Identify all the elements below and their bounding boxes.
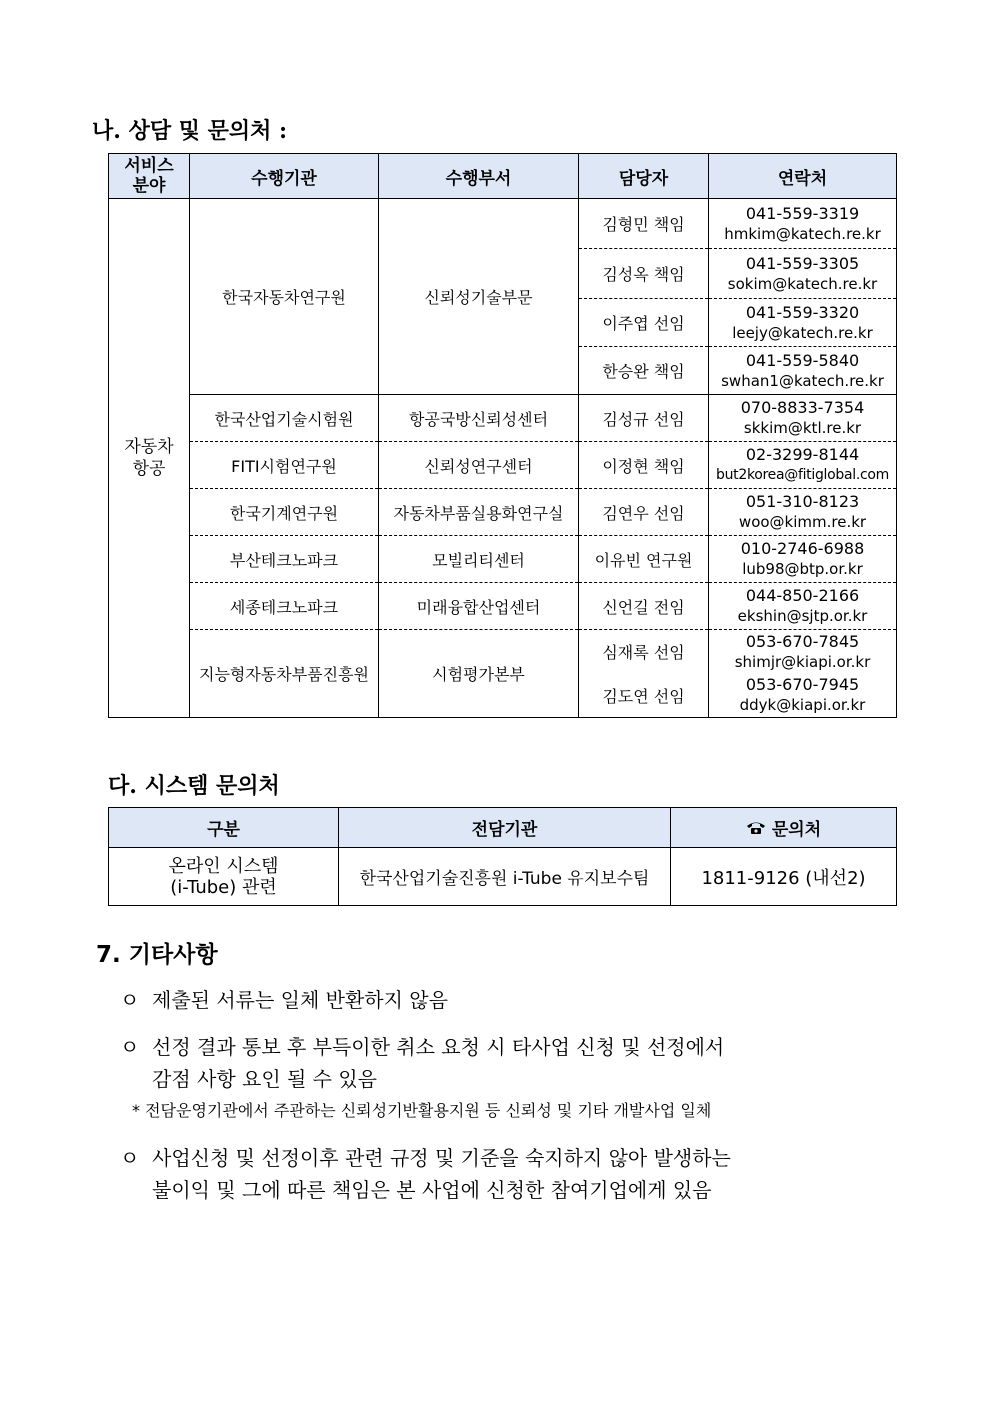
header-service-field: 서비스 분야	[109, 154, 190, 199]
table-row	[109, 583, 897, 630]
dept-cell: 미래융합산업센터	[379, 583, 579, 630]
bullet-text: 선정 결과 통보 후 부득이한 취소 요청 시 타사업 신청 및 선정에서	[152, 1035, 725, 1059]
email-text: ekshin@sjtp.or.kr	[737, 607, 868, 625]
contact-cell	[709, 442, 897, 489]
phone-text: 041-559-3319	[745, 203, 860, 223]
contact-cell	[709, 489, 897, 536]
email-text: sokim@katech.re.kr	[727, 274, 878, 293]
contact-cell	[709, 395, 897, 442]
phone-text: 053-670-7845	[745, 631, 860, 651]
table-row	[109, 395, 897, 442]
table-row	[109, 442, 897, 489]
category-line2: (i-Tube) 관련	[170, 876, 277, 898]
email-text: woo@kimm.re.kr	[738, 513, 867, 531]
email-text: hmkim@katech.re.kr	[724, 224, 881, 243]
dept-cell: 신뢰성연구센터	[379, 442, 579, 489]
header-inquiry	[671, 808, 897, 848]
dept-cell: 시험평가본부	[379, 630, 579, 718]
bullet-text: 제출된 서류는 일체 반환하지 않음	[152, 988, 448, 1012]
bullet-mark: ㅇ	[120, 1035, 140, 1059]
table-row	[109, 848, 897, 906]
org-cell: 부산테크노파크	[190, 536, 379, 583]
org-cell: FITI시험연구원	[190, 442, 379, 489]
category-line1: 온라인 시스템	[168, 855, 279, 877]
dept-cell: 항공국방신뢰성센터	[379, 395, 579, 442]
contact-cell	[709, 630, 897, 674]
contact-cell	[709, 347, 897, 395]
person-cell: 김형민 책임	[579, 199, 709, 249]
dept-cell: 신뢰성기술부문	[379, 199, 579, 395]
bullet-text: 사업신청 및 선정이후 관련 규정 및 기준을 숙지하지 않아 발생하는	[152, 1146, 731, 1170]
system-table	[108, 807, 897, 906]
person-cell: 김성규 선임	[579, 395, 709, 442]
inquiry-cell: 1811-9126 (내선2)	[671, 848, 897, 906]
phone-text: 041-559-3320	[745, 302, 860, 322]
person-cell: 이정현 책임	[579, 442, 709, 489]
person-cell: 이유빈 연구원	[579, 536, 709, 583]
org-cell: 지능형자동차부품진흥원	[190, 630, 379, 718]
table-row	[109, 489, 897, 536]
email-text: leejy@katech.re.kr	[732, 323, 873, 342]
person-cell: 이주엽 선임	[579, 299, 709, 347]
system-section-title: 다. 시스템 문의처	[108, 773, 280, 799]
table-row	[109, 199, 897, 249]
contact-cell	[709, 583, 897, 630]
footnote: * 전담운영기관에서 주관하는 신뢰성기반활용지원 등 신뢰성 및 기타 개발사업 일체	[132, 1101, 712, 1120]
phone-text: 044-850-2166	[745, 586, 860, 605]
phone-text: 010-2746-6988	[740, 539, 865, 558]
header-category: 구분	[109, 808, 339, 848]
contact-cell	[709, 299, 897, 347]
person-cell: 김도연 선임	[579, 674, 709, 718]
table-row	[109, 630, 897, 674]
table-row	[109, 536, 897, 583]
email-text: swhan1@katech.re.kr	[721, 371, 884, 390]
bullet-mark: ㅇ	[120, 988, 140, 1012]
contact-section-title: 나. 상담 및 문의처 :	[92, 118, 288, 144]
phone-text: 02-3299-8144	[745, 445, 860, 464]
org-cell: 한국산업기술시험원	[190, 395, 379, 442]
contact-cell	[709, 199, 897, 249]
person-cell: 김성옥 책임	[579, 249, 709, 299]
org-cell: 한국기계연구원	[190, 489, 379, 536]
bullet-mark: ㅇ	[120, 1146, 140, 1170]
contact-cell	[709, 536, 897, 583]
bullet-text-continued: 감점 사항 요인 될 수 있음	[152, 1067, 377, 1091]
org-cell: 세종테크노파크	[190, 583, 379, 630]
phone-text: 053-670-7945	[745, 675, 860, 695]
list-item	[120, 984, 448, 1016]
phone-text: 070-8833-7354	[740, 398, 865, 417]
service-field-cell: 자동차 항공	[109, 199, 190, 718]
contact-cell	[709, 249, 897, 299]
email-text: but2korea@fitiglobal.com	[715, 467, 890, 483]
phone-text: 041-559-3305	[745, 253, 860, 273]
header-agency: 전담기관	[339, 808, 671, 848]
email-text: shimjr@kiapi.or.kr	[734, 652, 871, 671]
bullet-text-continued: 불이익 및 그에 따른 책임은 본 사업에 신청한 참여기업에게 있음	[152, 1178, 712, 1202]
person-cell: 한승완 책임	[579, 347, 709, 395]
header-contact: 연락처	[709, 154, 897, 199]
contact-cell	[709, 674, 897, 718]
phone-text: 041-559-5840	[745, 350, 860, 370]
contact-table	[108, 153, 897, 718]
email-text: ddyk@kiapi.or.kr	[739, 696, 866, 715]
phone-text: 051-310-8123	[745, 492, 860, 511]
misc-section-title: 7. 기타사항	[96, 942, 218, 968]
telephone-icon	[746, 820, 766, 840]
header-org: 수행기관	[190, 154, 379, 199]
person-cell: 심재록 선임	[579, 630, 709, 674]
header-person: 담당자	[579, 154, 709, 199]
header-inquiry-label: 문의처	[771, 820, 822, 840]
dept-cell: 자동차부품실용화연구실	[379, 489, 579, 536]
list-item	[120, 1142, 731, 1206]
org-cell: 한국자동차연구원	[190, 199, 379, 395]
dept-cell: 모빌리티센터	[379, 536, 579, 583]
category-cell	[109, 848, 339, 906]
email-text: lub98@btp.or.kr	[742, 560, 863, 578]
agency-cell: 한국산업기술진흥원 i-Tube 유지보수팀	[339, 848, 671, 906]
list-item	[120, 1031, 724, 1095]
person-cell: 신언길 전임	[579, 583, 709, 630]
email-text: skkim@ktl.re.kr	[743, 419, 862, 437]
person-cell: 김연우 선임	[579, 489, 709, 536]
header-dept: 수행부서	[379, 154, 579, 199]
